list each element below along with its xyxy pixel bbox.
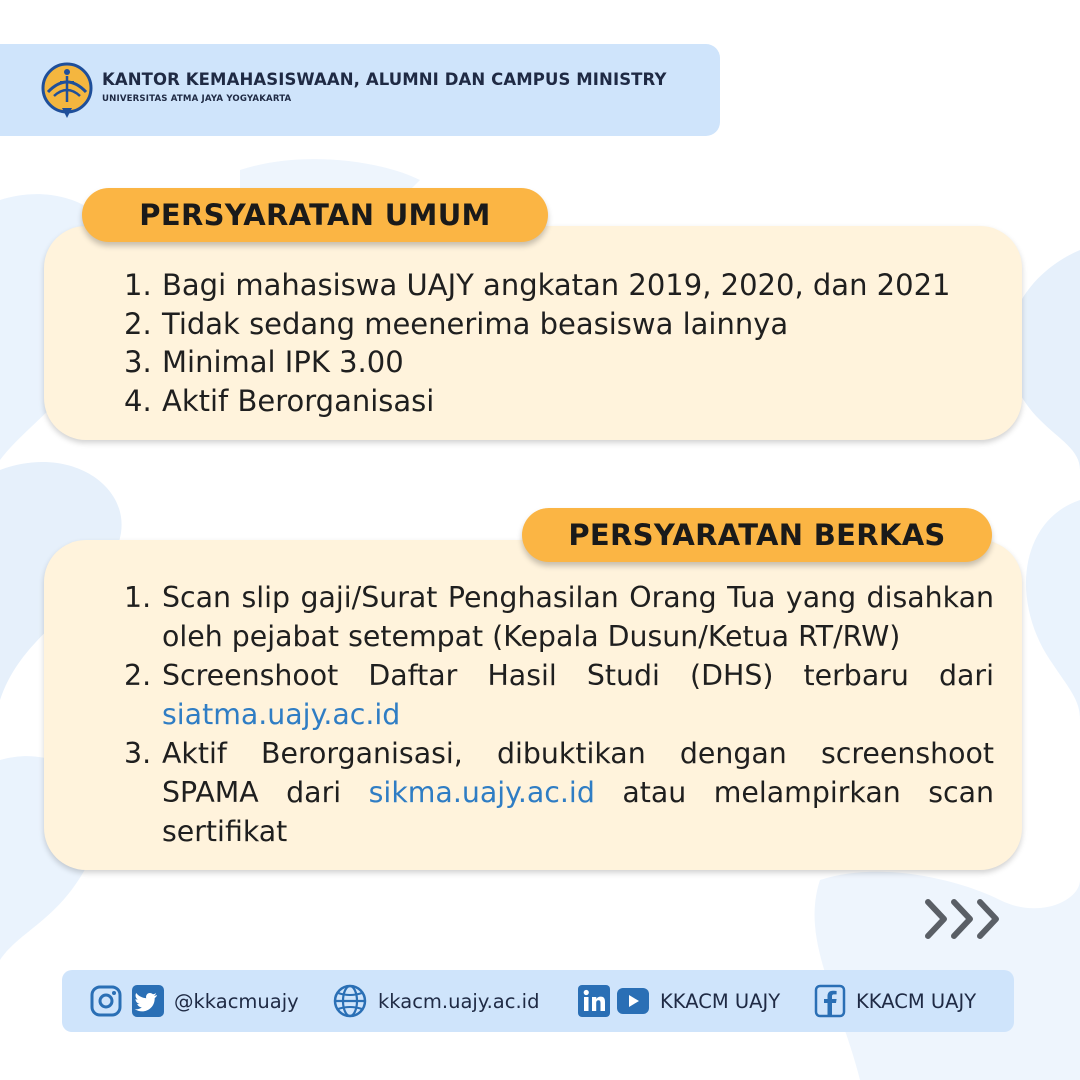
heading-persyaratan-umum: PERSYARATAN UMUM — [82, 188, 548, 242]
list-item: 1. Bagi mahasiswa UAJY angkatan 2019, 2020, dan 2021 — [124, 268, 951, 302]
globe-icon — [332, 983, 368, 1019]
footer-bar — [62, 970, 1014, 1032]
list-item: 3. Minimal IPK 3.00 — [124, 345, 404, 379]
header-banner — [0, 44, 720, 136]
footer-social-handle[interactable]: @kkacmuajy — [90, 970, 299, 1032]
youtube-icon — [616, 985, 650, 1017]
list-item: 4. Aktif Berorganisasi — [124, 383, 435, 418]
footer-linkedin-youtube[interactable]: KKACM UAJY — [578, 970, 780, 1032]
footer-facebook[interactable]: KKACM UAJY — [814, 970, 976, 1032]
list-item: 3. Aktif Berorganisasi, dibuktikan dengan screenshoot SPAMA dari sikma.uajy.ac.id atau melampirkan scan sertifikat — [124, 737, 995, 848]
list-item: 2. Tidak sedang meenerima beasiswa lainnya — [124, 306, 789, 341]
heading-persyaratan-berkas: PERSYARATAN BERKAS — [522, 508, 992, 562]
link-siatma[interactable]: siatma.uajy.ac.id — [162, 698, 401, 731]
facebook-icon — [814, 984, 846, 1018]
list-persyaratan-umum — [124, 266, 1004, 420]
panel-persyaratan-berkas — [44, 540, 1022, 870]
atma-jaya-logo-icon — [40, 62, 94, 120]
link-sikma[interactable]: sikma.uajy.ac.id — [368, 776, 595, 809]
twitter-icon — [132, 985, 164, 1017]
org-subtitle: UNIVERSITAS ATMA JAYA YOGYAKARTA — [102, 94, 292, 104]
panel-persyaratan-umum — [44, 226, 1022, 440]
footer-website[interactable]: kkacm.uajy.ac.id — [332, 970, 539, 1032]
list-persyaratan-berkas — [124, 578, 994, 851]
instagram-icon — [90, 985, 122, 1017]
org-title: KANTOR KEMAHASISWAAN, ALUMNI DAN CAMPUS MINISTRY — [102, 70, 667, 89]
next-chevrons-icon[interactable] — [922, 896, 1004, 942]
list-item: 1. Scan slip gaji/Surat Penghasilan Orang Tua yang disahkan oleh pejabat setempat (Kepala Dusun/Ketua RT/RW) — [124, 581, 994, 653]
linkedin-icon — [578, 985, 610, 1017]
list-item: 2. Screenshoot Daftar Hasil Studi (DHS) terbaru dari siatma.uajy.ac.id — [124, 659, 994, 731]
